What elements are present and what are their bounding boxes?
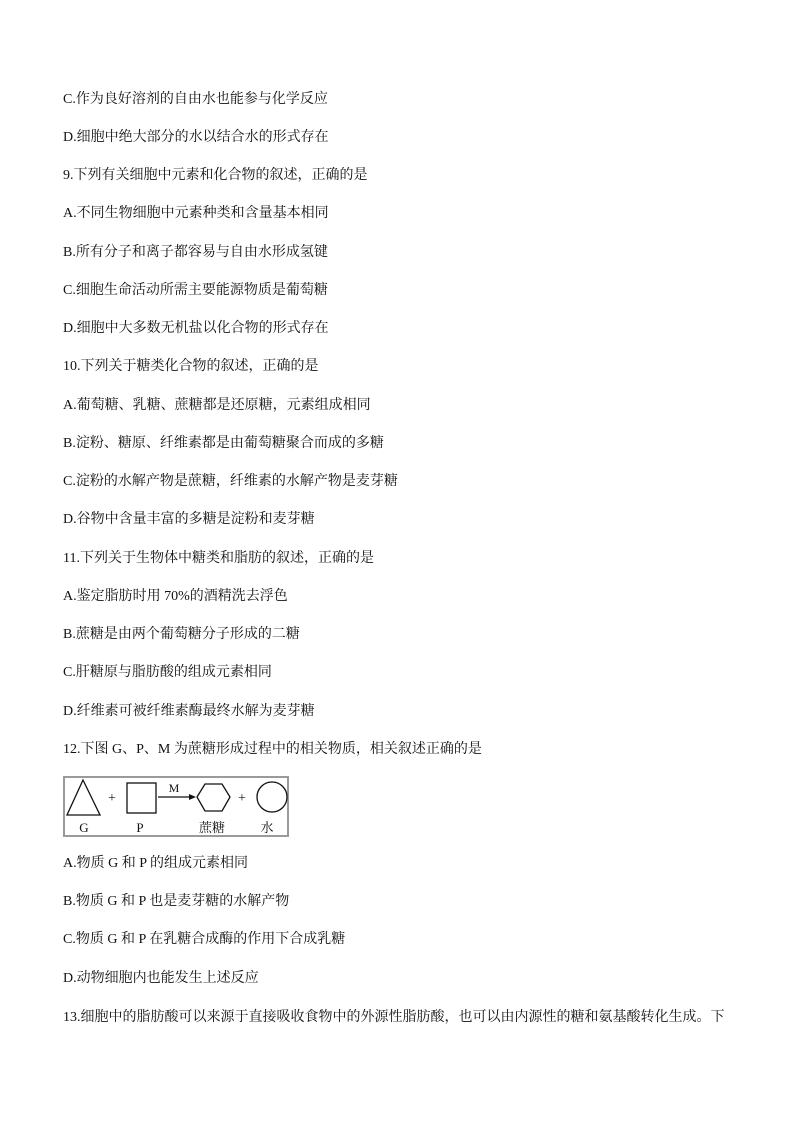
question-stem: 13.细胞中的脂肪酸可以来源于直接吸收食物中的外源性脂肪酸，也可以由内源性的糖和氨基酸转化生成。下 (63, 1010, 725, 1025)
option-b: B.淀粉、糖原、纤维素都是由葡萄糖聚合而成的多糖 (63, 436, 384, 451)
question-stem: 10.下列关于糖类化合物的叙述，正确的是 (63, 359, 319, 374)
option-b: B.物质 G 和 P 也是麦芽糖的水解产物 (63, 894, 290, 909)
option-c: C.物质 G 和 P 在乳糖合成酶的作用下合成乳糖 (63, 932, 346, 947)
option-a: A.葡萄糖、乳糖、蔗糖都是还原糖，元素组成相同 (63, 398, 371, 413)
option-c: C.细胞生命活动所需主要能源物质是葡萄糖 (63, 283, 328, 298)
option-a: A.不同生物细胞中元素种类和含量基本相同 (63, 206, 329, 221)
option-c: C.肝糖原与脂肪酸的组成元素相同 (63, 665, 272, 680)
question-stem: 9.下列有关细胞中元素和化合物的叙述，正确的是 (63, 168, 368, 183)
option-c: C.作为良好溶剂的自由水也能参与化学反应 (63, 92, 328, 107)
sucrose-formation-diagram (63, 776, 289, 837)
option-b: B.蔗糖是由两个葡萄糖分子形成的二糖 (63, 627, 300, 642)
label-sucrose: 蔗糖 (198, 820, 226, 835)
label-g: G (79, 820, 89, 835)
option-d: D.纤维素可被纤维素酶最终水解为麦芽糖 (63, 704, 315, 719)
option-d: D.谷物中含量丰富的多糖是淀粉和麦芽糖 (63, 512, 315, 527)
enzyme-label-m: M (168, 781, 180, 795)
option-b: B.所有分子和离子都容易与自由水形成氢键 (63, 245, 328, 260)
question-stem: 11.下列关于生物体中糖类和脂肪的叙述，正确的是 (63, 551, 374, 566)
plus-sign: + (108, 791, 116, 806)
option-d: D.细胞中大多数无机盐以化合物的形式存在 (63, 321, 329, 336)
option-d: D.动物细胞内也能发生上述反应 (63, 971, 259, 986)
plus-sign: + (238, 791, 246, 806)
question-stem: 12.下图 G、P、M 为蔗糖形成过程中的相关物质，相关叙述正确的是 (63, 742, 482, 757)
option-d: D.细胞中绝大部分的水以结合水的形式存在 (63, 130, 329, 145)
label-p: P (136, 820, 144, 835)
option-a: A.物质 G 和 P 的组成元素相同 (63, 856, 248, 871)
label-water: 水 (260, 820, 274, 835)
option-a: A.鉴定脂肪时用 70%的酒精洗去浮色 (63, 589, 288, 604)
option-c: C.淀粉的水解产物是蔗糖，纤维素的水解产物是麦芽糖 (63, 474, 398, 489)
